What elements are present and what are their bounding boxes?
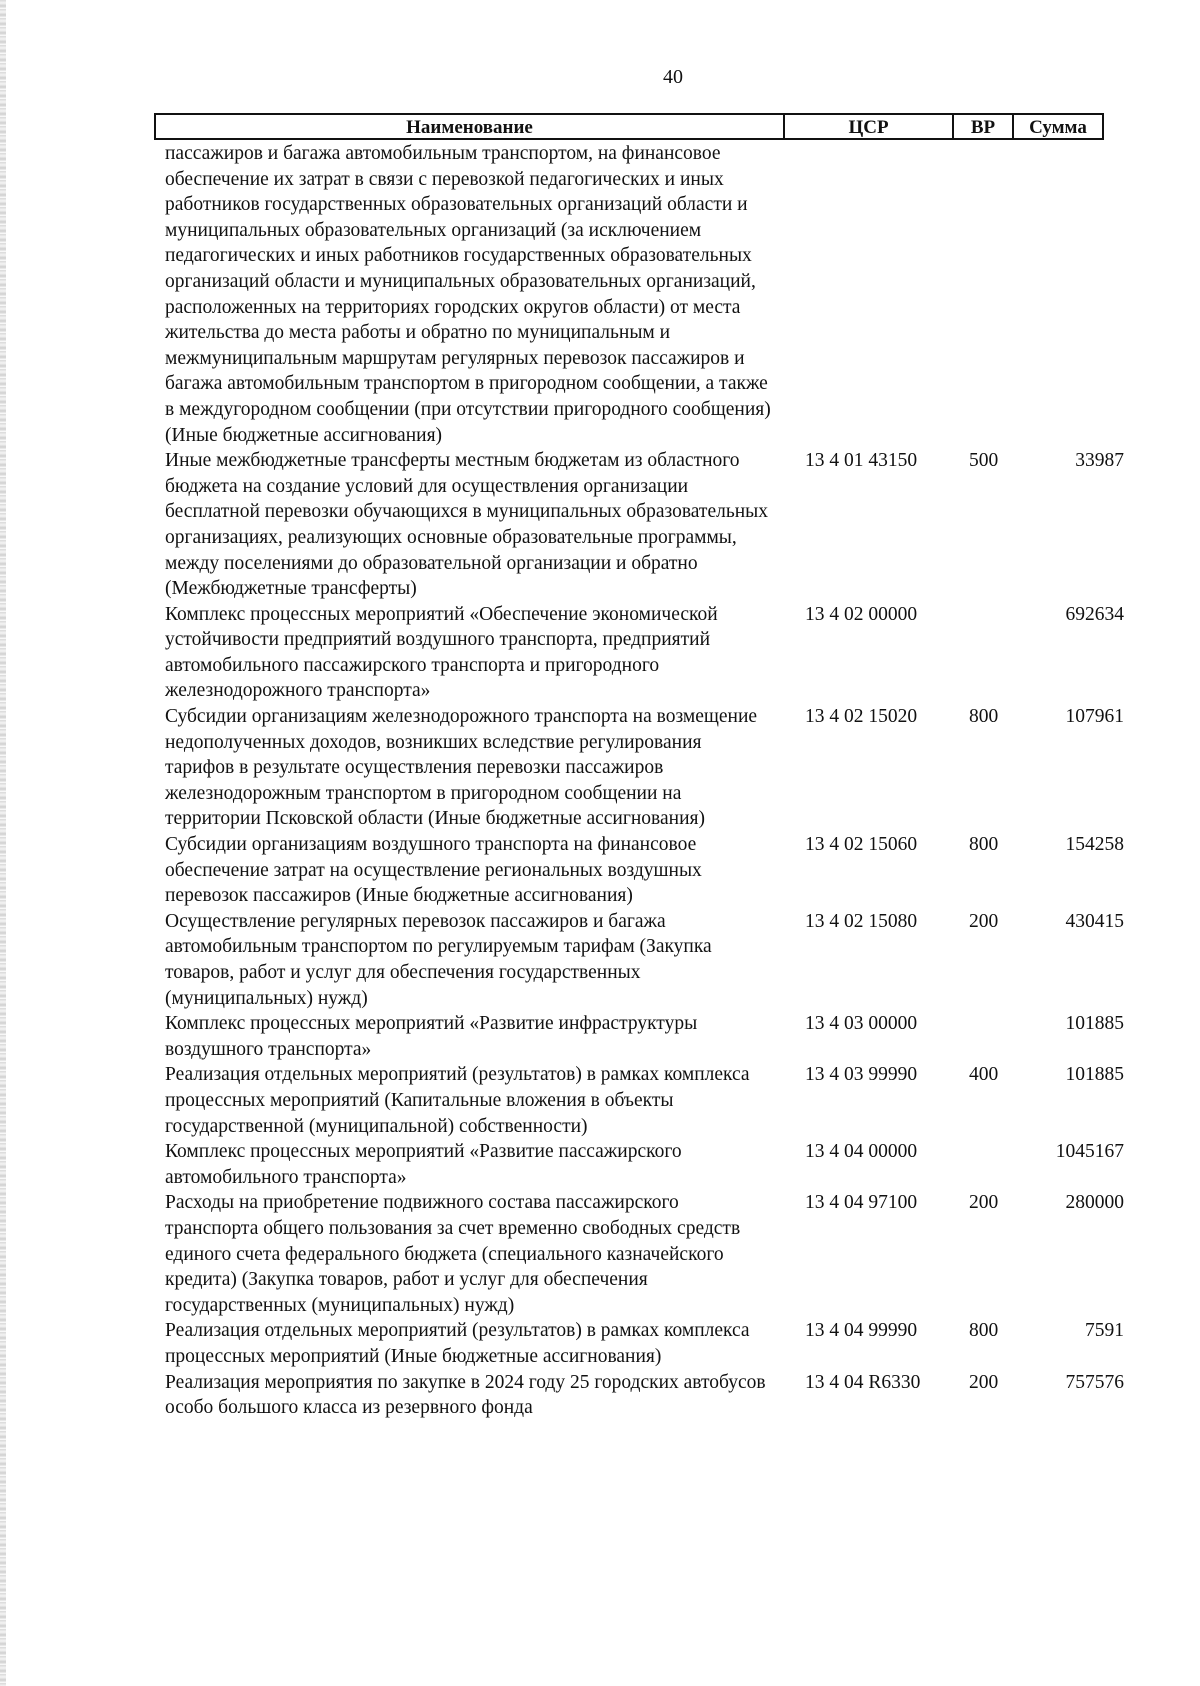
table-row [0, 141, 1200, 448]
row-name: Реализация отдельных мероприятий (результатов) в рамках комплекса процессных мероприятий (Иные бюджетные ассигнования) [165, 1320, 750, 1367]
row-vr: 800 [969, 834, 999, 856]
row-sum: 107961 [1065, 706, 1124, 728]
table-row [0, 909, 1200, 1011]
table-row [0, 1011, 1200, 1062]
table-body [0, 141, 1200, 1421]
table-row [0, 832, 1200, 909]
row-csr: 13 4 03 99990 [805, 1064, 918, 1086]
table-row [0, 704, 1200, 832]
row-csr: 13 4 01 43150 [805, 450, 918, 472]
row-csr: 13 4 03 00000 [805, 1013, 918, 1035]
row-csr: 13 4 04 00000 [805, 1141, 918, 1163]
row-name: Иные межбюджетные трансферты местным бюджетам из областного бюджета на создание условий для осуществления организации бесплатной перевозки обучающихся в муниципальных образовательных организациях, реализующих основные образовательные программы, между поселениями до образовательной организации и обратно (Межбюджетные трансферты) [165, 450, 769, 600]
row-csr: 13 4 02 15020 [805, 706, 918, 728]
row-sum: 101885 [1065, 1013, 1124, 1035]
row-sum: 7591 [1085, 1320, 1124, 1342]
row-name: Реализация мероприятия по закупке в 2024 году 25 городских автобусов особо большого класса из резервного фонда [165, 1371, 766, 1419]
table-header [154, 113, 1104, 140]
row-name: Комплекс процессных мероприятий «Развитие инфраструктуры воздушного транспорта» [165, 1013, 698, 1060]
row-sum: 1045167 [1055, 1141, 1124, 1163]
row-name: Комплекс процессных мероприятий «Развитие пассажирского автомобильного транспорта» [165, 1141, 682, 1188]
row-name: Осуществление регулярных перевозок пассажиров и багажа автомобильным транспортом по регулируемым тарифам (Закупка товаров, работ и услуг для обеспечения государственных (муниципальных) нужд) [165, 910, 712, 1009]
table-row [0, 1318, 1200, 1369]
row-name: Субсидии организациям воздушного транспорта на финансовое обеспечение затрат на осуществление региональных воздушных перевозок пассажиров (Иные бюджетные ассигнования) [165, 834, 702, 907]
table-row [0, 1370, 1200, 1421]
row-name: Комплекс процессных мероприятий «Обеспечение экономической устойчивости предприятий воздушного транспорта, предприятий автомобильного пассажирского транспорта и пригородного железнодорожного транспорта» [165, 603, 718, 702]
row-sum: 280000 [1065, 1192, 1124, 1214]
header-vr: ВР [970, 117, 996, 138]
row-vr: 200 [969, 1192, 999, 1214]
row-name: Реализация отдельных мероприятий (результатов) в рамках комплекса процессных мероприятий (Капитальные вложения в объекты государственной (муниципальной) собственности) [165, 1064, 750, 1137]
row-sum: 33987 [1075, 450, 1124, 472]
row-csr: 13 4 04 99990 [805, 1320, 918, 1342]
header-csr: ЦСР [848, 117, 889, 138]
table-row [0, 1190, 1200, 1318]
row-vr: 400 [969, 1064, 999, 1086]
row-sum: 430415 [1065, 910, 1124, 932]
row-name: пассажиров и багажа автомобильным транспортом, на финансовое обеспечение их затрат в связи с перевозкой педагогических и иных работников государственных образовательных организаций области и муниципальных образовательных организаций (за исключением педагогических и иных работников государственных образовательных организаций области и муниципальных образовательных организаций, расположенных на территориях городских округов области) от места жительства до места работы и обратно по муниципальным и межмуниципальным маршрутам регулярных перевозок пассажиров и багажа автомобильным транспортом в пригородном сообщении, а также в междугородном сообщении (при отсутствии пригородного сообщения) (Иные бюджетные ассигнования) [165, 143, 771, 446]
row-csr: 13 4 04 97100 [805, 1192, 918, 1214]
header-name: Наименование [406, 117, 533, 138]
table-row [0, 1139, 1200, 1190]
row-csr: 13 4 04 R6330 [805, 1371, 921, 1393]
row-sum: 101885 [1065, 1064, 1124, 1086]
page-number: 40 [663, 66, 683, 88]
row-vr: 800 [969, 1320, 999, 1342]
table-row [0, 448, 1200, 602]
row-csr: 13 4 02 15060 [805, 834, 918, 856]
table-row [0, 1062, 1200, 1139]
header-sum: Сумма [1029, 117, 1087, 138]
table-row [0, 602, 1200, 704]
row-vr: 200 [969, 1371, 999, 1393]
row-vr: 200 [969, 910, 999, 932]
row-name: Субсидии организациям железнодорожного транспорта на возмещение недополученных доходов, возникших вследствие регулирования тарифов в результате осуществления перевозки пассажиров железнодорожным транспортом в пригородном сообщении на территории Псковской области (Иные бюджетные ассигнования) [165, 706, 758, 830]
row-vr: 500 [969, 450, 999, 472]
row-csr: 13 4 02 15080 [805, 910, 918, 932]
row-sum: 757576 [1065, 1371, 1124, 1393]
row-csr: 13 4 02 00000 [805, 603, 918, 625]
row-vr: 800 [969, 706, 999, 728]
row-name: Расходы на приобретение подвижного состава пассажирского транспорта общего пользования за счет временно свободных средств единого счета федерального бюджета (специального казначейского кредита) (Закупка товаров, работ и услуг для обеспечения государственных (муниципальных) нужд) [165, 1192, 741, 1316]
row-sum: 154258 [1065, 834, 1124, 856]
row-sum: 692634 [1065, 603, 1124, 625]
